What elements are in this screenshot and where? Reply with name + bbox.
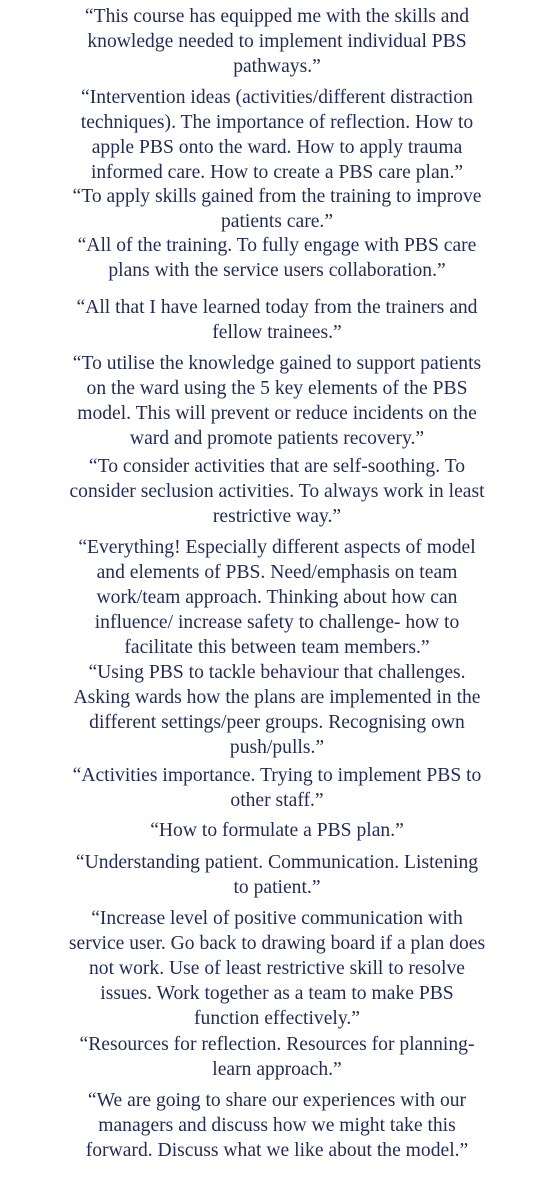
feedback-quote: “Everything! Especially different aspects of model and elements of PBS. Need/emphasis on team work/team approach. Thinking about how can influence/ increase safety to challenge- how to facilitate this between team members.” bbox=[78, 537, 476, 658]
feedback-quote: “Activities importance. Trying to implement PBS to other staff.” bbox=[72, 765, 482, 811]
feedback-quote: “Using PBS to tackle behaviour that challenges. Asking wards how the plans are implemented in the different settings/peer groups. Recognising own push/pulls.” bbox=[73, 662, 481, 758]
feedback-quote: “To consider activities that are self-soothing. To consider seclusion activities. To always work in least restrictive way.” bbox=[69, 456, 485, 527]
feedback-quote: “To apply skills gained from the training to improve patients care.” bbox=[72, 186, 482, 232]
feedback-quote: “Increase level of positive communication with service user. Go back to drawing board if a plan does not work. Use of least restrictive skill to resolve issues. Work together as a team to make PBS function effectively.” bbox=[68, 908, 486, 1029]
feedback-quote: “This course has equipped me with the skills and knowledge needed to implement individual PBS pathways.” bbox=[84, 6, 470, 77]
feedback-quote: “Resources for reflection. Resources for planning- learn approach.” bbox=[79, 1034, 475, 1080]
feedback-quote: “All of the training. To fully engage with PBS care plans with the service users collaboration.” bbox=[77, 235, 477, 281]
feedback-quote: “Intervention ideas (activities/different distraction techniques). The importance of reflection. How to apple PBS onto the ward. How to apply trauma informed care. How to create a PBS care plan.” bbox=[80, 87, 474, 183]
feedback-quote: “We are going to share our experiences with our managers and discuss how we might take this forward. Discuss what we like about the model.” bbox=[85, 1090, 469, 1161]
feedback-quote: “All that I have learned today from the trainers and fellow trainees.” bbox=[76, 297, 478, 343]
feedback-quote: “Understanding patient. Communication. Listening to patient.” bbox=[75, 852, 479, 898]
feedback-quote: “How to formulate a PBS plan.” bbox=[150, 820, 404, 841]
feedback-quote: “To utilise the knowledge gained to support patients on the ward using the 5 key elements of the PBS model. This will prevent or reduce incidents on the ward and promote patients recovery.” bbox=[72, 353, 482, 449]
